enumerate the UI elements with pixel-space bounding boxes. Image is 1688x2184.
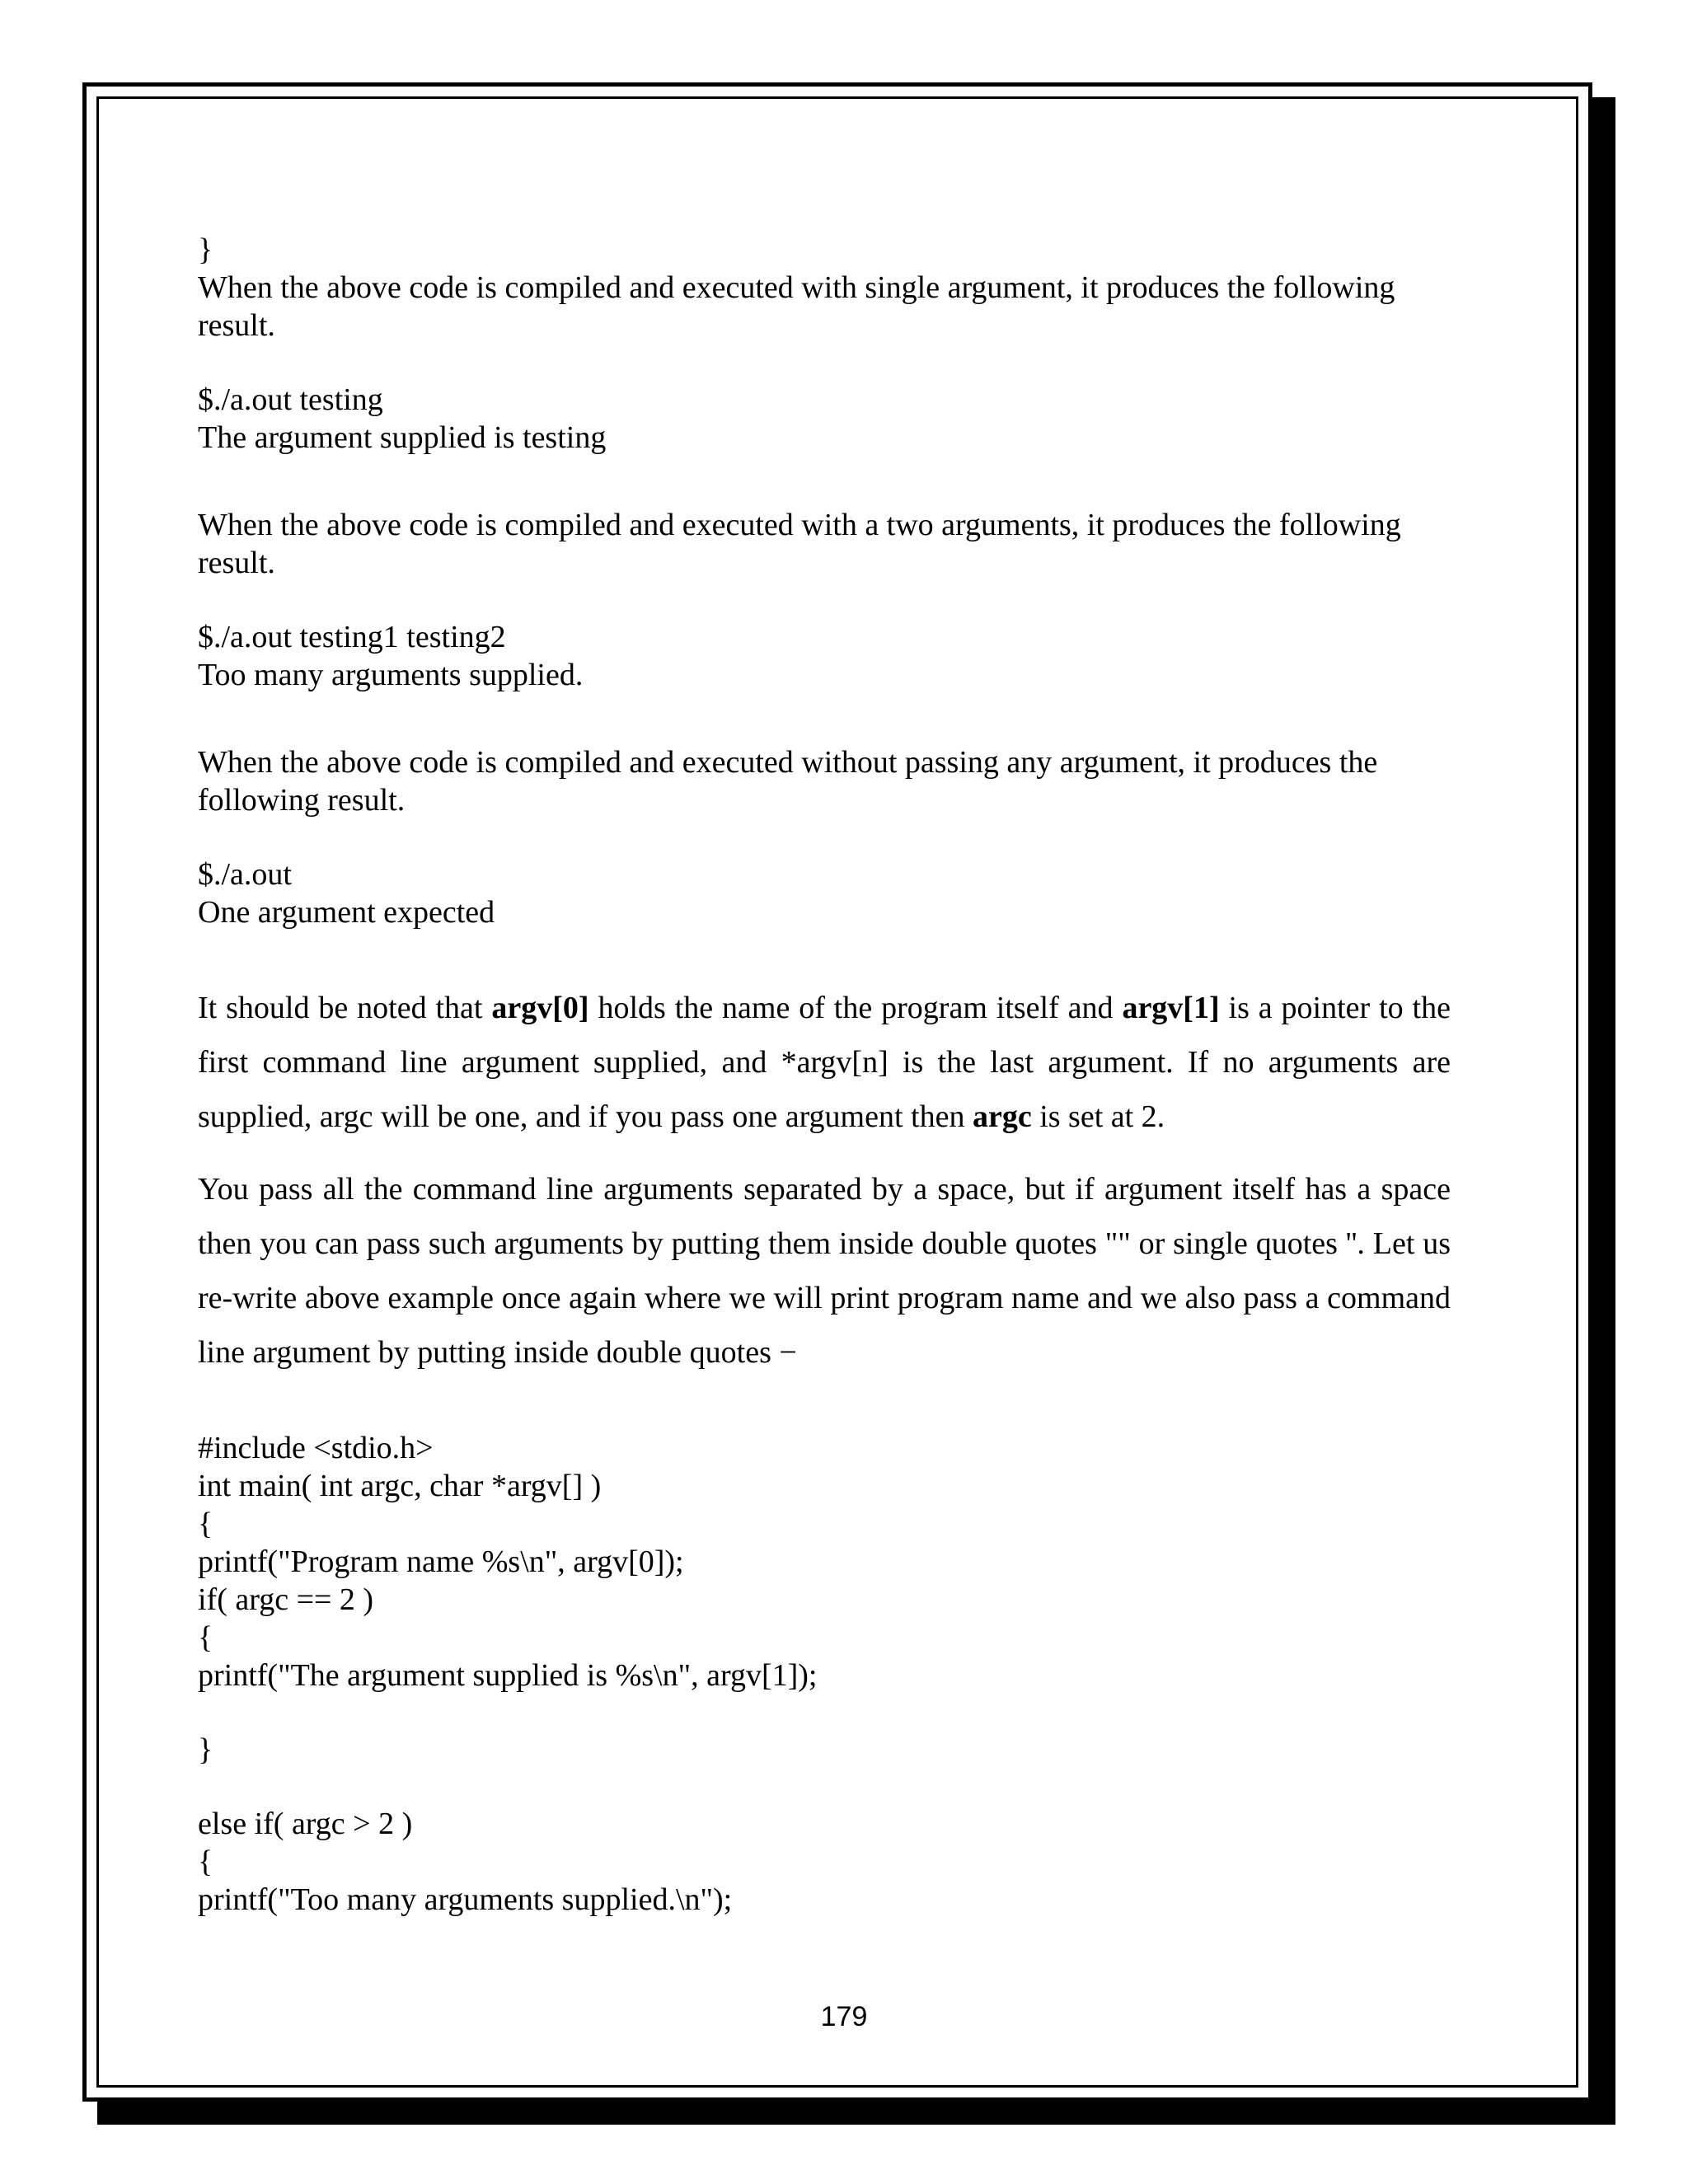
paragraph-no-args-line2: following result.	[198, 783, 406, 818]
paragraph-no-args-line1: When the above code is compiled and executed without passing any argument, it produces the	[198, 745, 1378, 780]
code-line: printf("The argument supplied is %s\n", argv[1]);	[198, 1658, 818, 1693]
code-line: #include <stdio.h>	[198, 1431, 434, 1465]
output-result-2: Too many arguments supplied.	[198, 658, 584, 692]
output-command-2: $./a.out testing1 testing2	[198, 620, 506, 654]
note-text-1: It should be noted that	[198, 991, 492, 1025]
code-line: printf("Program name %s\n", argv[0]);	[198, 1544, 684, 1579]
output-command-1: $./a.out testing	[198, 382, 383, 417]
page-content	[198, 231, 1451, 1919]
output-command-3: $./a.out	[198, 857, 292, 892]
page-number: 179	[820, 2001, 868, 2032]
paragraph-single-arg-line1: When the above code is compiled and executed with single argument, it produces the following	[198, 270, 1395, 305]
code-line: {	[198, 1507, 213, 1541]
output-result-1: The argument supplied is testing	[198, 420, 607, 455]
argv-note-paragraph	[198, 981, 1451, 1144]
note-text-3: is a pointer to the first command line argument supplied, and *argv[n] is the last argument. If no arguments are supplied, argc will be one, and if you pass one argument then	[198, 991, 1451, 1134]
note-bold-argv0: argv[0]	[491, 991, 589, 1025]
code-line: }	[198, 1732, 213, 1767]
note-text-4: is set at 2.	[1031, 1099, 1165, 1134]
closing-brace: }	[198, 232, 213, 267]
paragraph-two-args-line2: result.	[198, 546, 275, 580]
note-bold-argc: argc	[972, 1099, 1032, 1134]
code-line: {	[198, 1844, 213, 1879]
code-line: if( argc == 2 )	[198, 1582, 374, 1617]
note-bold-argv1: argv[1]	[1122, 991, 1220, 1025]
output-result-3: One argument expected	[198, 895, 495, 930]
note-text-2: holds the name of the program itself and	[588, 991, 1123, 1025]
code-line: else if( argc > 2 )	[198, 1807, 413, 1841]
pass-arguments-paragraph: You pass all the command line arguments separated by a space, but if argument itself has a space then you can pass such arguments by putting them inside double quotes "" or single quotes ''. Let us re-write above example once again where we will print program name and we also pass a command line argument by putting inside double quotes −	[198, 1172, 1451, 1370]
paragraph-single-arg-line2: result.	[198, 308, 275, 343]
paragraph-two-args-line1: When the above code is compiled and executed with a two arguments, it produces the following	[198, 508, 1401, 542]
code-line: {	[198, 1620, 213, 1655]
code-line: printf("Too many arguments supplied.\n");	[198, 1882, 733, 1917]
code-line: int main( int argc, char *argv[] )	[198, 1469, 602, 1503]
